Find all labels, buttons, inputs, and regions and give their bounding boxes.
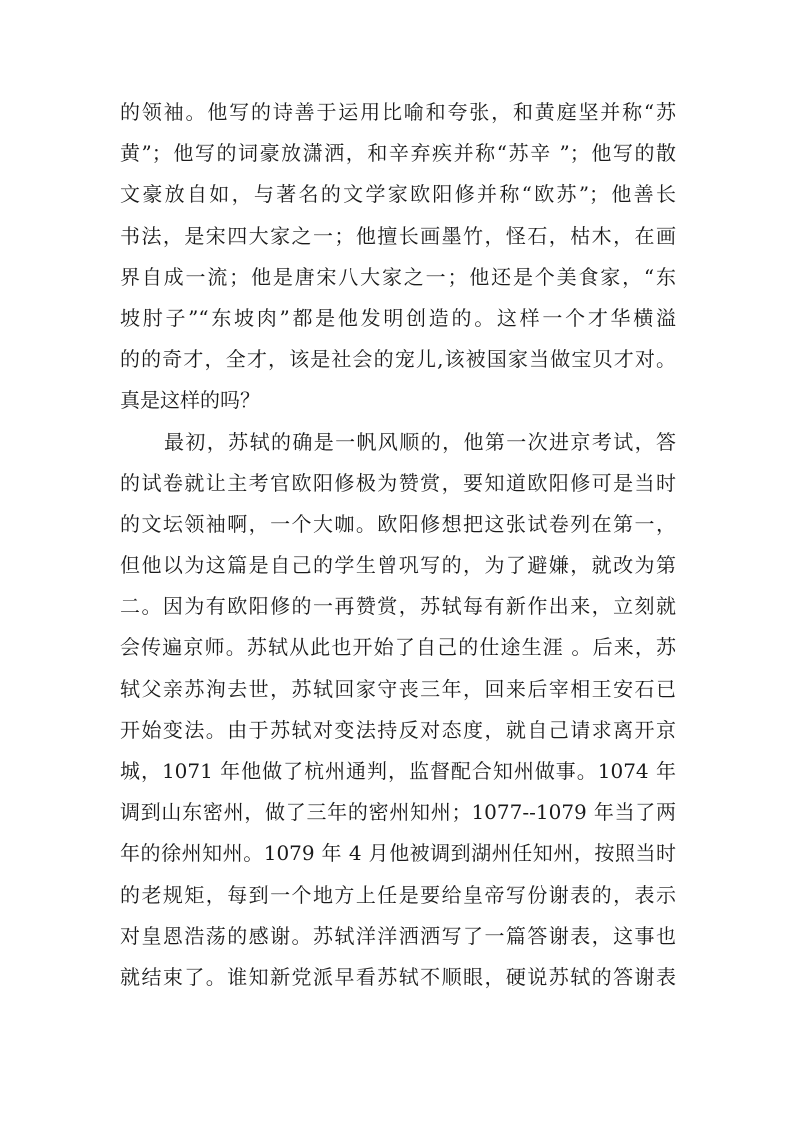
- text-line: 的的奇才，全才，该是社会的宠儿,该被国家当做宝贝才对。: [120, 347, 676, 372]
- body-text: [120, 92, 676, 998]
- text-line: 对皇恩浩荡的感谢。苏轼洋洋洒洒写了一篇答谢表，这事也: [120, 923, 676, 948]
- text-line: 界自成一流；他是唐宋八大家之一；他还是个美食家，“东: [120, 264, 676, 289]
- text-line: 轼父亲苏洵去世，苏轼回家守丧三年，回来后宰相王安石已: [120, 676, 676, 701]
- text-line: 二。因为有欧阳修的一再赞赏，苏轼每有新作出来，立刻就: [120, 594, 676, 619]
- text-line: 的试卷就让主考官欧阳修极为赞赏，要知道欧阳修可是当时: [120, 470, 676, 495]
- text-line: 的老规矩，每到一个地方上任是要给皇帝写份谢表的，表示: [120, 882, 676, 907]
- text-line: 文豪放自如，与著名的文学家欧阳修并称“欧苏”；他善长: [120, 182, 676, 207]
- text-line: 书法，是宋四大家之一；他擅长画墨竹，怪石，枯木，在画: [120, 223, 676, 248]
- text-line: 城，1071 年他做了杭州通判，监督配合知州做事。1074 年: [120, 759, 676, 783]
- text-line: 的领袖。他写的诗善于运用比喻和夸张，和黄庭坚并称“苏: [120, 100, 676, 124]
- text-line: 就结束了。谁知新党派早看苏轼不顺眼，硬说苏轼的答谢表: [120, 964, 676, 989]
- text-line: 坡肘子”“东坡肉”都是他发明创造的。这样一个才华横溢: [120, 305, 676, 330]
- text-line: 开始变法。由于苏轼对变法持反对态度，就自己请求离开京: [120, 717, 676, 742]
- text-line: 的文坛领袖啊，一个大咖。欧阳修想把这张试卷列在第一，: [120, 511, 676, 536]
- text-line: 但他以为这篇是自己的学生曾巩写的，为了避嫌，就改为第: [120, 553, 676, 578]
- text-line: 调到山东密州，做了三年的密州知州；1077--1079 年当了两: [120, 800, 676, 825]
- paragraph-start-line: 最初，苏轼的确是一帆风顺的，他第一次进京考试，答: [164, 429, 676, 454]
- text-line: 年的徐州知州。1079 年 4 月他被调到湖州任知州，按照当时: [120, 841, 676, 866]
- text-line: 黄”；他写的词豪放潇洒，和辛弃疾并称“苏辛 ”；他写的散: [120, 141, 676, 166]
- text-line: 真是这样的吗？: [120, 388, 260, 413]
- text-line: 会传遍京师。苏轼从此也开始了自己的仕途生涯 。后来，苏: [120, 635, 676, 660]
